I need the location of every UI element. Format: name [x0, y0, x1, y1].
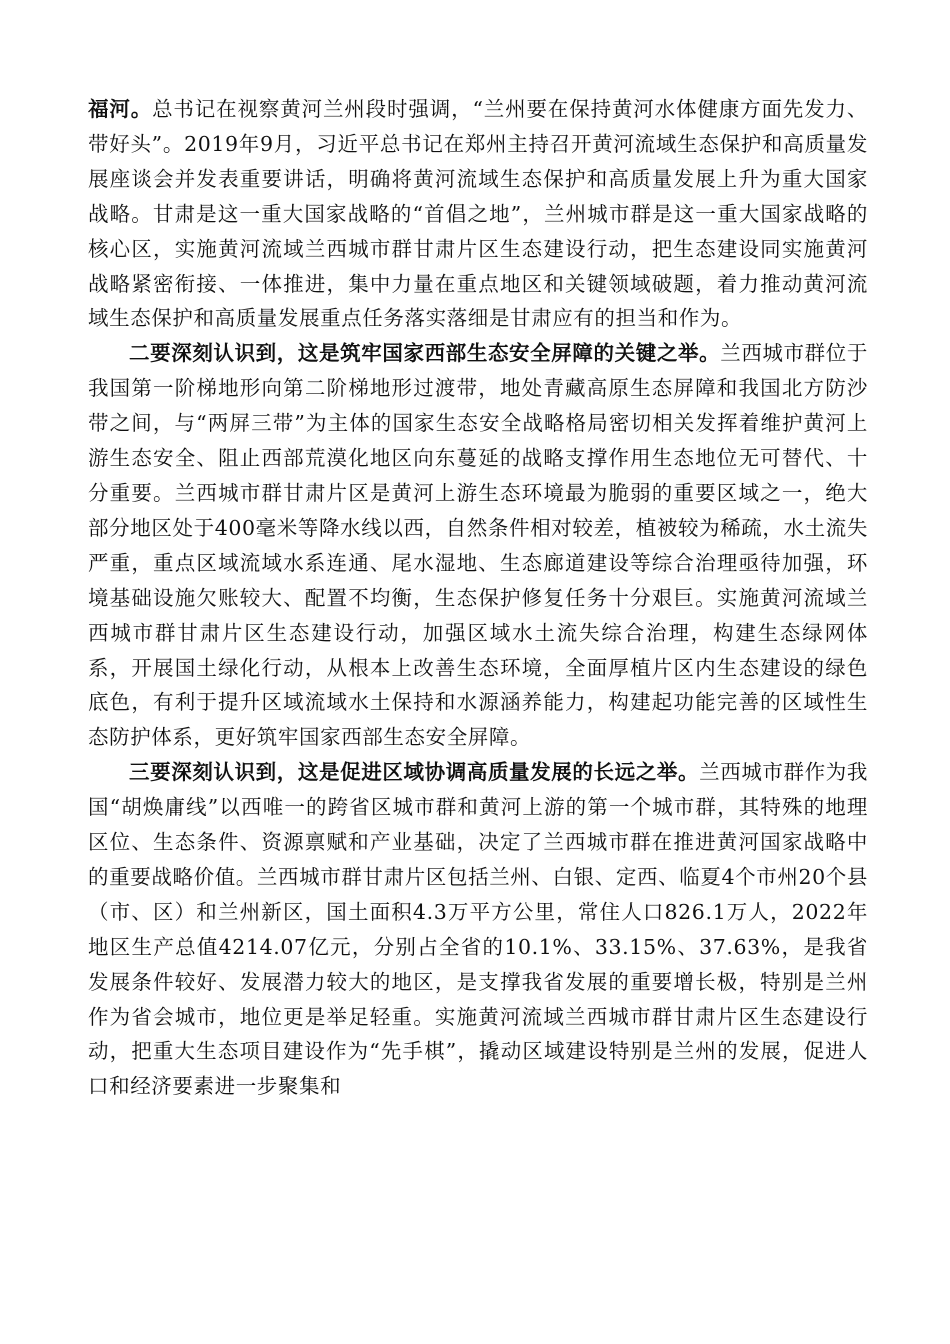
- paragraph-1-body: 总书记在视察黄河兰州段时强调，“兰州要在保持黄河水体健康方面先发力、带好头”。2019年9月，习近平总书记在郑州主持召开黄河流域生态保护和高质量发展座谈会并发表重要讲话，明确将黄河流域生态保护和高质量发展上升为重大国家战略。甘肃是这一重大国家战略的“首倡之地”，兰州城市群是这一重大国家战略的核心区，实施黄河流域兰西城市群甘肃片区生态建设行动，把生态建设同实施黄河战略紧密衔接、一体推进，集中力量在重点地区和关键领域破题，着力推动黄河流域生态保护和高质量发展重点任务落实落细是甘肃应有的担当和作为。: [88, 97, 868, 331]
- paragraph-2: [88, 336, 868, 755]
- paragraph-1: [88, 92, 868, 336]
- paragraph-3: [88, 755, 868, 1104]
- paragraph-1-lead: 福河。: [88, 97, 153, 121]
- paragraph-2-lead: 二要深刻认识到，这是筑牢国家西部生态安全屏障的关键之举。: [129, 341, 721, 366]
- body-text: [88, 92, 868, 1104]
- paragraph-3-body: 兰西城市群作为我国“胡焕庸线”以西唯一的跨省区城市群和黄河上游的第一个城市群，其特殊的地理区位、生态条件、资源禀赋和产业基础，决定了兰西城市群在推进黄河国家战略中的重要战略价值。兰西城市群甘肃片区包括兰州、白银、定西、临夏4个市州20个县（市、区）和兰州新区，国土面积4.3万平方公里，常住人口826.1万人，2022年地区生产总值4214.07亿元，分别占全省的10.1%、33.15%、37.63%，是我省发展条件较好、发展潜力较大的地区，是支撑我省发展的重要增长极，特别是兰州作为省会城市，地位更是举足轻重。实施黄河流域兰西城市群甘肃片区生态建设行动，把重大生态项目建设作为“先手棋”，撬动区域建设特别是兰州的发展，促进人口和经济要素进一步聚集和: [88, 760, 868, 1099]
- paragraph-3-lead: 三要深刻认识到，这是促进区域协调高质量发展的长远之举。: [129, 760, 700, 785]
- paragraph-2-body: 兰西城市群位于我国第一阶梯地形向第二阶梯地形过渡带，地处青藏高原生态屏障和我国北方防沙带之间，与“两屏三带”为主体的国家生态安全战略格局密切相关发挥着维护黄河上游生态安全、阻止西部荒漠化地区向东蔓延的战略支撑作用生态地位无可替代、十分重要。兰西城市群甘肃片区是黄河上游生态环境最为脆弱的重要区域之一，绝大部分地区处于400毫米等降水线以西，自然条件相对较差，植被较为稀疏，水土流失严重，重点区域流域水系连通、尾水湿地、生态廊道建设等综合治理亟待加强，环境基础设施欠账较大、配置不均衡，生态保护修复任务十分艰巨。实施黄河流域兰西城市群甘肃片区生态建设行动，加强区域水土流失综合治理，构建生态绿网体系，开展国土绿化行动，从根本上改善生态环境，全面厚植片区内生态建设的绿色底色，有利于提升区域流域水土保持和水源涵养能力，构建起功能完善的区域性生态防护体系，更好筑牢国家西部生态安全屏障。: [88, 341, 868, 750]
